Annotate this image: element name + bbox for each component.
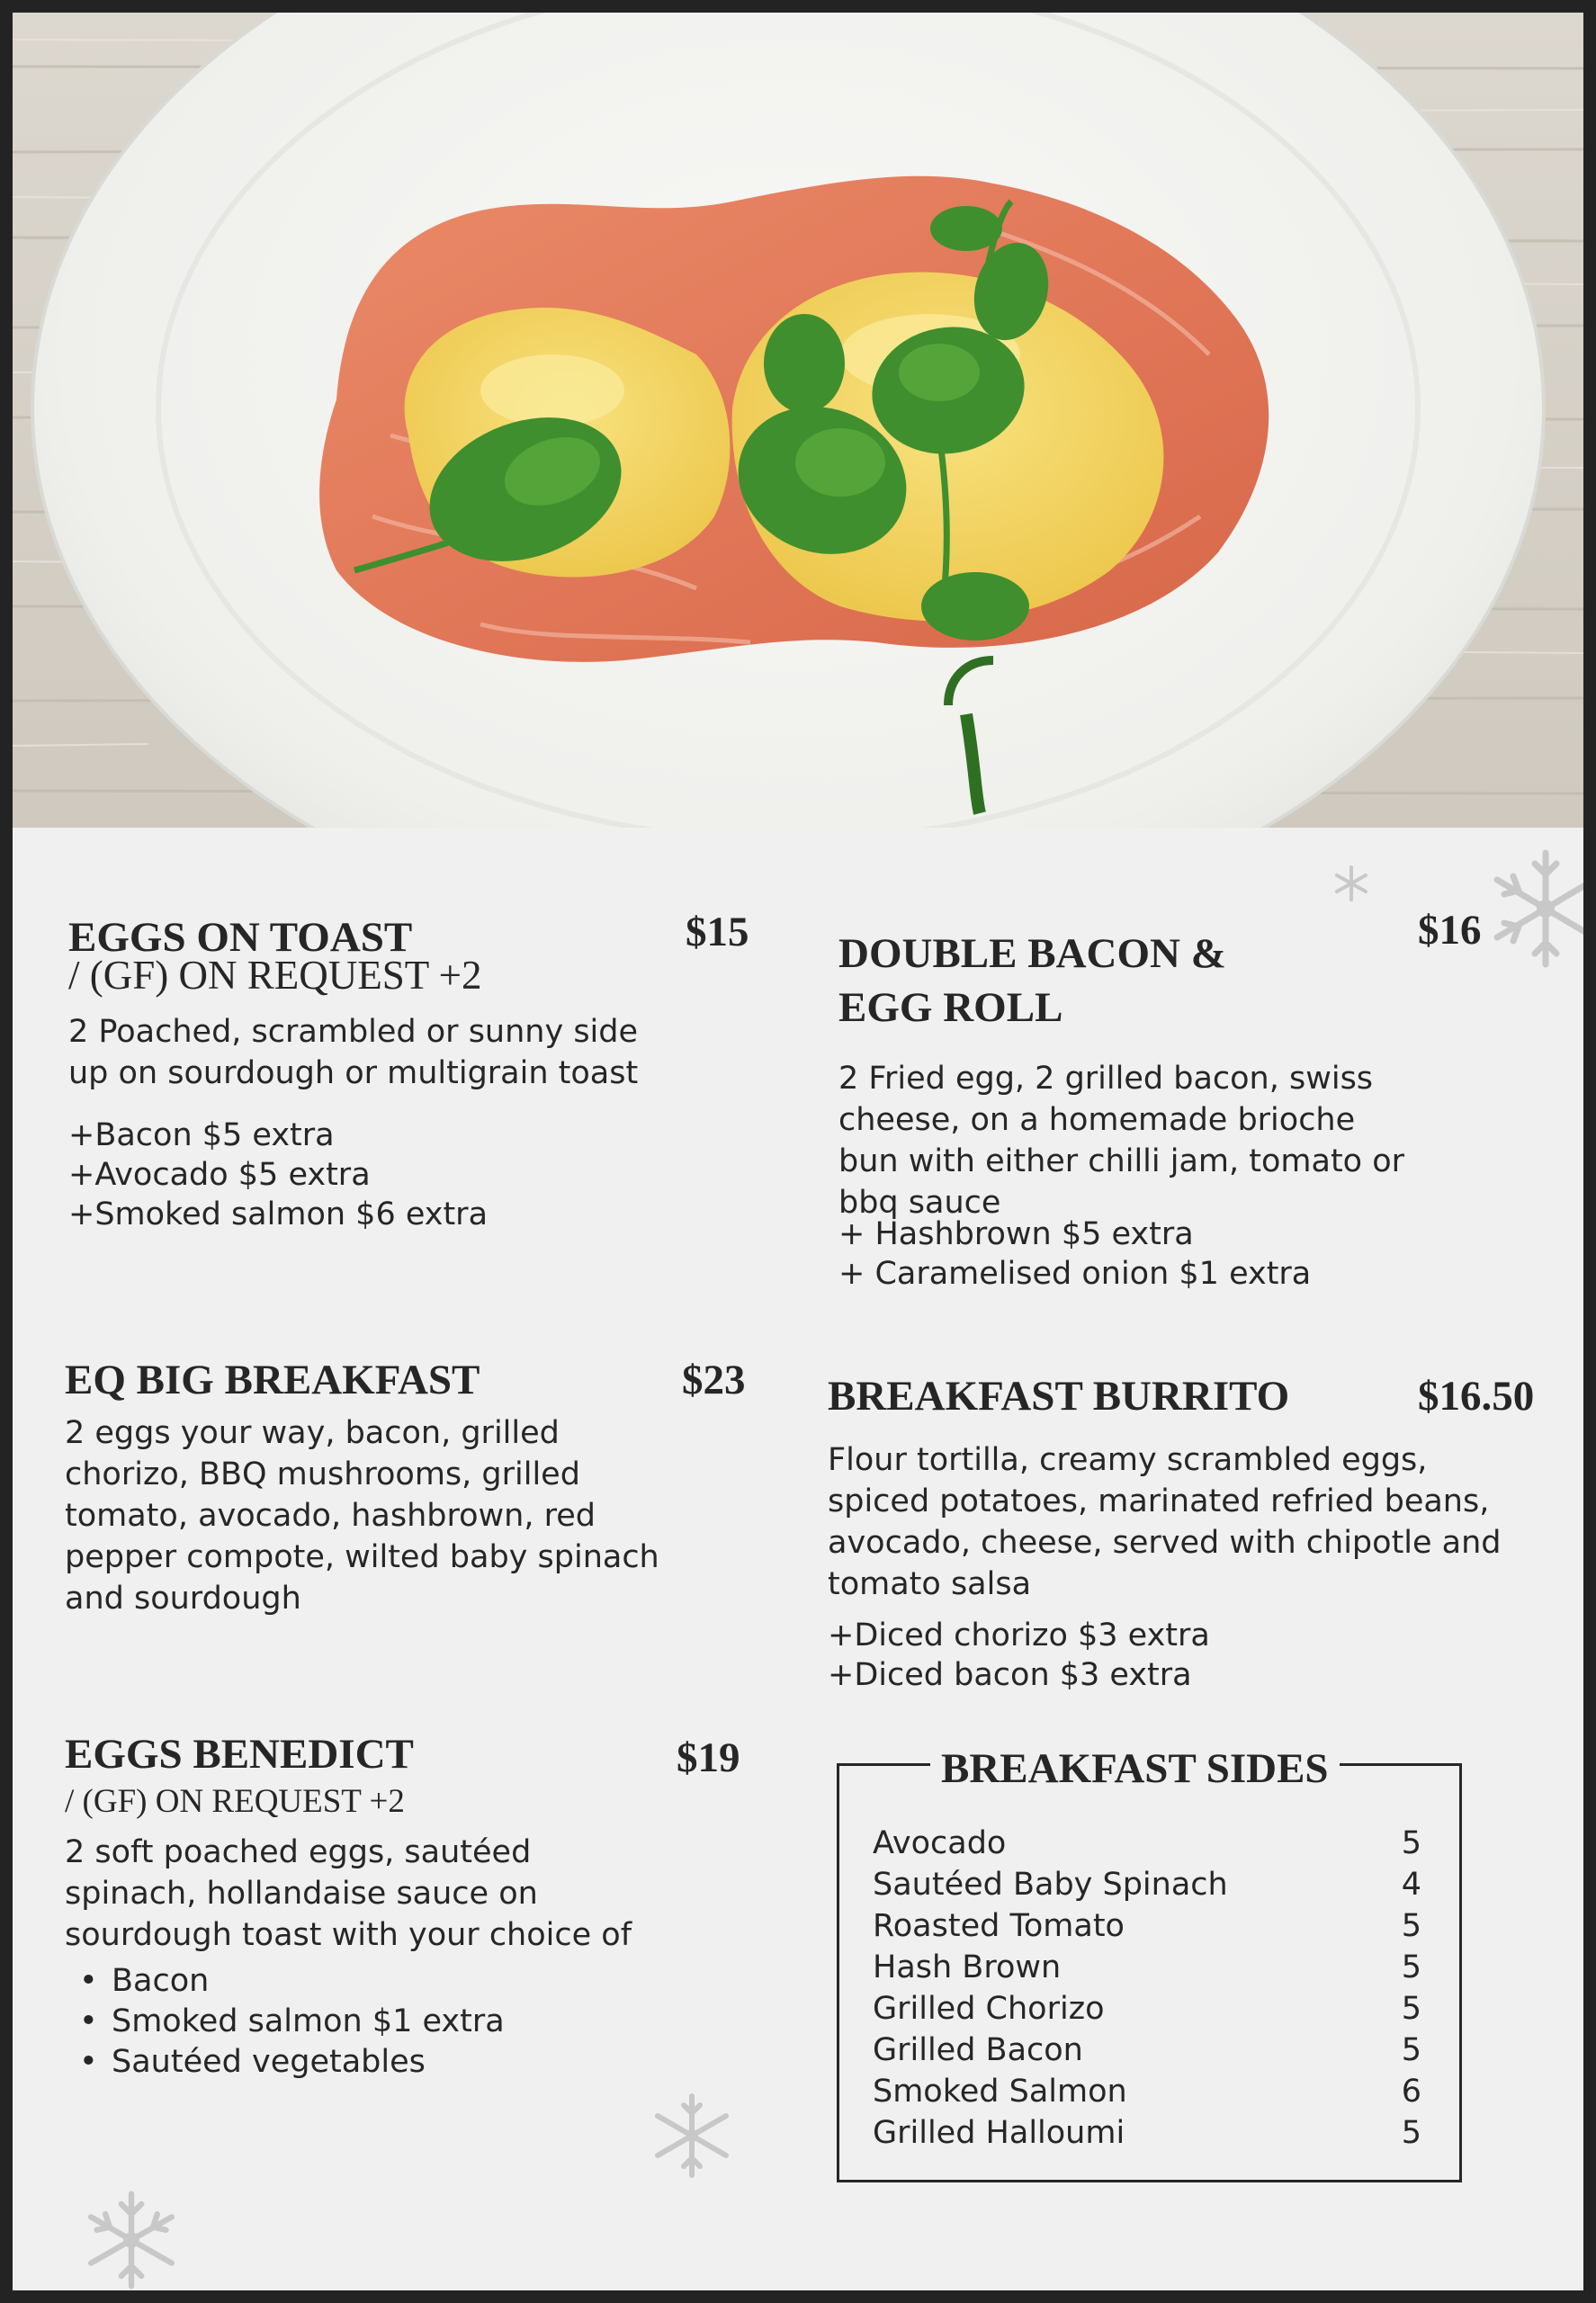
list-item: • Smoked salmon $1 extra: [65, 2002, 505, 2042]
double-bacon-title-line-1: DOUBLE BACON &: [838, 930, 1226, 977]
big-breakfast-price: $23: [682, 1357, 746, 1403]
list-item: Grilled Halloumi 5: [873, 2115, 1421, 2151]
eggs-benedict-description: 2 soft poached eggs, sautéed spinach, hollandaise sauce on sourdough toast with your choice of: [65, 1834, 632, 1953]
big-breakfast-description: 2 eggs your way, bacon, grilled chorizo, BBQ mushrooms, grilled tomato, avocado, hashbrown, red pepper compote, wilted baby spinach and sourdough: [65, 1415, 659, 1617]
eggs-on-toast-gf-note: / (GF) ON REQUEST +2: [68, 953, 482, 998]
list-item: Roasted Tomato 5: [873, 1908, 1421, 1944]
double-bacon-description: 2 Fried egg, 2 grilled bacon, swiss cheese, on a homemade brioche bun with either chilli jam, tomato or bbq sauce: [838, 1061, 1405, 1221]
eggs-on-toast-description: 2 Poached, scrambled or sunny side up on sourdough or multigrain toast: [68, 1014, 639, 1091]
snowflake-icon: [1492, 846, 1583, 972]
eggs-benedict-options: [65, 1961, 505, 2083]
double-bacon-price: $16: [1418, 907, 1482, 954]
big-breakfast-title: EQ BIG BREAKFAST: [65, 1357, 480, 1403]
burrito-price: $16.50: [1418, 1373, 1535, 1420]
list-item: Sautéed Baby Spinach 4: [873, 1867, 1421, 1903]
food-photo: [13, 13, 1583, 828]
list-item: • Sautéed vegetables: [65, 2042, 505, 2083]
list-item: Hash Brown 5: [873, 1949, 1421, 1985]
breakfast-sides-title: BREAKFAST SIDES: [930, 1743, 1340, 1794]
list-item: Avocado 5: [873, 1825, 1421, 1861]
burrito-title: BREAKFAST BURRITO: [828, 1373, 1290, 1420]
burrito-description: Flour tortilla, creamy scrambled eggs, spiced potatoes, marinated refried beans, avocado, cheese, served with chipotle and tomato salsa: [828, 1442, 1502, 1602]
double-bacon-extras: + Hashbrown $5 extra + Caramelised onion $1 extra: [838, 1216, 1312, 1292]
list-item: Grilled Bacon 5: [873, 2032, 1421, 2068]
list-item: • Bacon: [65, 1961, 505, 2002]
burrito-extras: +Diced chorizo $3 extra +Diced bacon $3 extra: [828, 1617, 1210, 1693]
snowflake-icon: [651, 2092, 732, 2179]
eggs-benedict-title: EGGS BENEDICT: [65, 1731, 414, 1778]
list-item: Smoked Salmon 6: [873, 2074, 1421, 2110]
list-item: Grilled Chorizo 5: [873, 1991, 1421, 2027]
snowflake-icon: [72, 2190, 191, 2290]
menu-page: [13, 13, 1583, 2290]
eggs-on-toast-extras: +Bacon $5 extra +Avocado $5 extra +Smoked salmon $6 extra: [68, 1117, 489, 1232]
snowflake-icon: [1333, 865, 1369, 901]
eggs-benedict-gf-note: / (GF) ON REQUEST +2: [65, 1783, 405, 1820]
eggs-benedict-price: $19: [677, 1734, 740, 1781]
eggs-on-toast-title: EGGS ON TOAST: [68, 914, 413, 961]
double-bacon-title-line-2: EGG ROLL: [838, 984, 1063, 1031]
eggs-on-toast-price: $15: [686, 909, 749, 955]
breakfast-sides-list: [873, 1823, 1421, 2154]
